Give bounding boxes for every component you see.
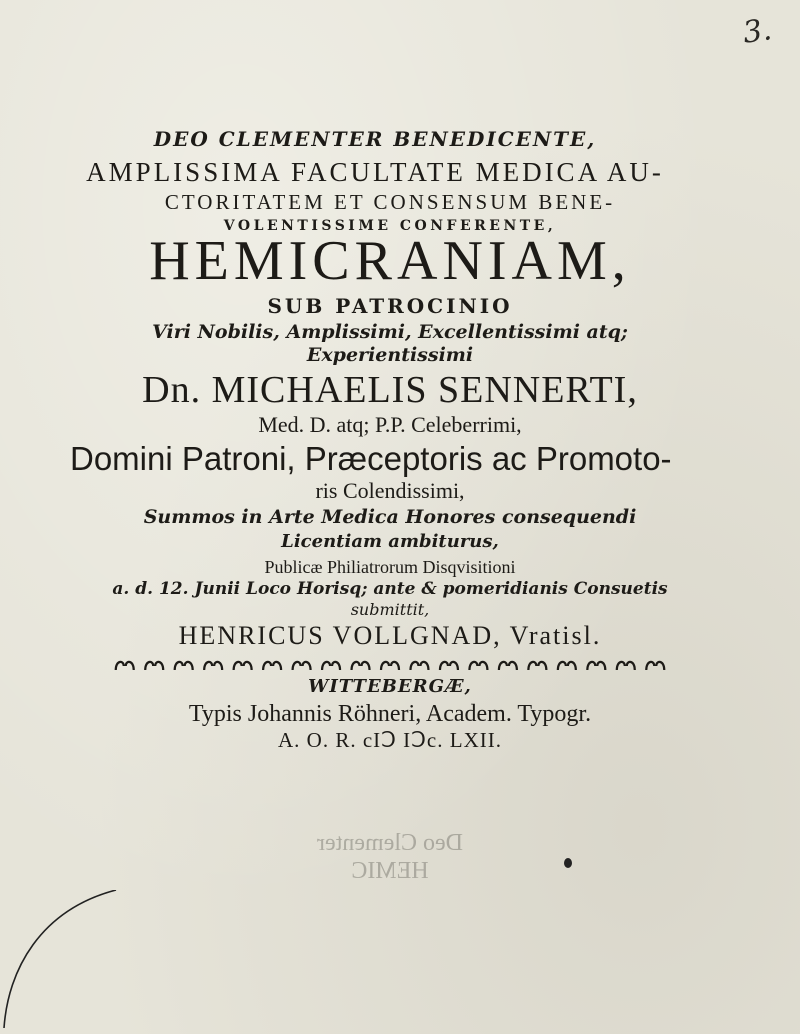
ornament-glyph — [469, 662, 487, 670]
ornament-glyph — [440, 662, 458, 670]
ornament-glyph — [587, 662, 605, 670]
ornament-glyph — [322, 662, 340, 670]
ornament-glyph — [617, 662, 635, 670]
main-title: HEMICRANIAM, — [149, 230, 631, 293]
ornament-glyph — [410, 662, 428, 670]
patron-title: Med. D. atq; P.P. Celeberrimi, — [258, 412, 522, 438]
title-page — [70, 127, 672, 753]
invocation-line: DEO CLEMENTER BENEDICENTE, — [153, 127, 597, 151]
submittit-line: submittit, — [350, 599, 430, 619]
author-name: HENRICUS VOLLGNAD, Vratisl. — [178, 621, 602, 651]
ornament-glyph — [528, 662, 546, 670]
patron-role-2: ris Colendissimi, — [315, 477, 465, 503]
ornament-glyph — [234, 662, 252, 670]
ornament-glyph — [558, 662, 576, 670]
faculty-line-1: AMPLISSIMA FACULTATE MEDICA AU- — [86, 157, 664, 187]
ornament-glyph — [499, 662, 517, 670]
ornament-glyph — [204, 662, 222, 670]
faculty-line-3: VOLENTISSIME CONFERENTE, — [223, 218, 557, 235]
bleed-line-1: Deo Clementer — [317, 830, 463, 856]
year-line: A. O. R. cIↃ IↃc. LXII. — [278, 728, 502, 753]
purpose-line-1: Summos in Arte Medica Honores consequendi — [143, 505, 637, 528]
ornament-glyph — [145, 662, 163, 670]
ornament-glyph — [293, 662, 311, 670]
ink-spot — [564, 858, 572, 868]
patron-name: Dn. MICHAELIS SENNERTI, — [142, 368, 638, 411]
ornament-glyph — [646, 662, 664, 670]
ornament-rule — [110, 657, 670, 675]
ornament-glyph — [175, 662, 193, 670]
date-line: a. d. 12. Junii Loco Horisq; ante & pomeridianis Consuetis — [112, 579, 668, 600]
bleed-line-2: HEMIC — [351, 857, 429, 884]
corner-mark: 3. — [741, 12, 775, 51]
purpose-line-2: Licentiam ambiturus, — [281, 530, 499, 552]
ornament-glyph — [116, 662, 134, 670]
place-line: WITTEBERGÆ, — [308, 676, 472, 698]
printer-line: Typis Johannis Röhneri, Academ. Typogr. — [188, 700, 592, 727]
ornament-glyph — [263, 662, 281, 670]
corner-stain — [0, 890, 140, 1030]
bleed-through-text — [240, 830, 540, 885]
patron-epithets-2: Experientissimi — [306, 343, 474, 366]
ornament-glyph — [381, 662, 399, 670]
patron-epithets-1: Viri Nobilis, Amplissimi, Excellentissimi atq; — [152, 321, 628, 344]
disputation-line: Publicæ Philiatrorum Disqvisitioni — [264, 556, 516, 577]
patronage-line: SUB PATROCINIO — [267, 294, 513, 319]
faculty-line-2: CTORITATEM ET CONSENSUM BENE- — [164, 190, 616, 215]
patron-role-1: Domini Patroni, Præceptoris ac Promoto- — [70, 439, 672, 477]
ornament-glyph — [352, 662, 370, 670]
